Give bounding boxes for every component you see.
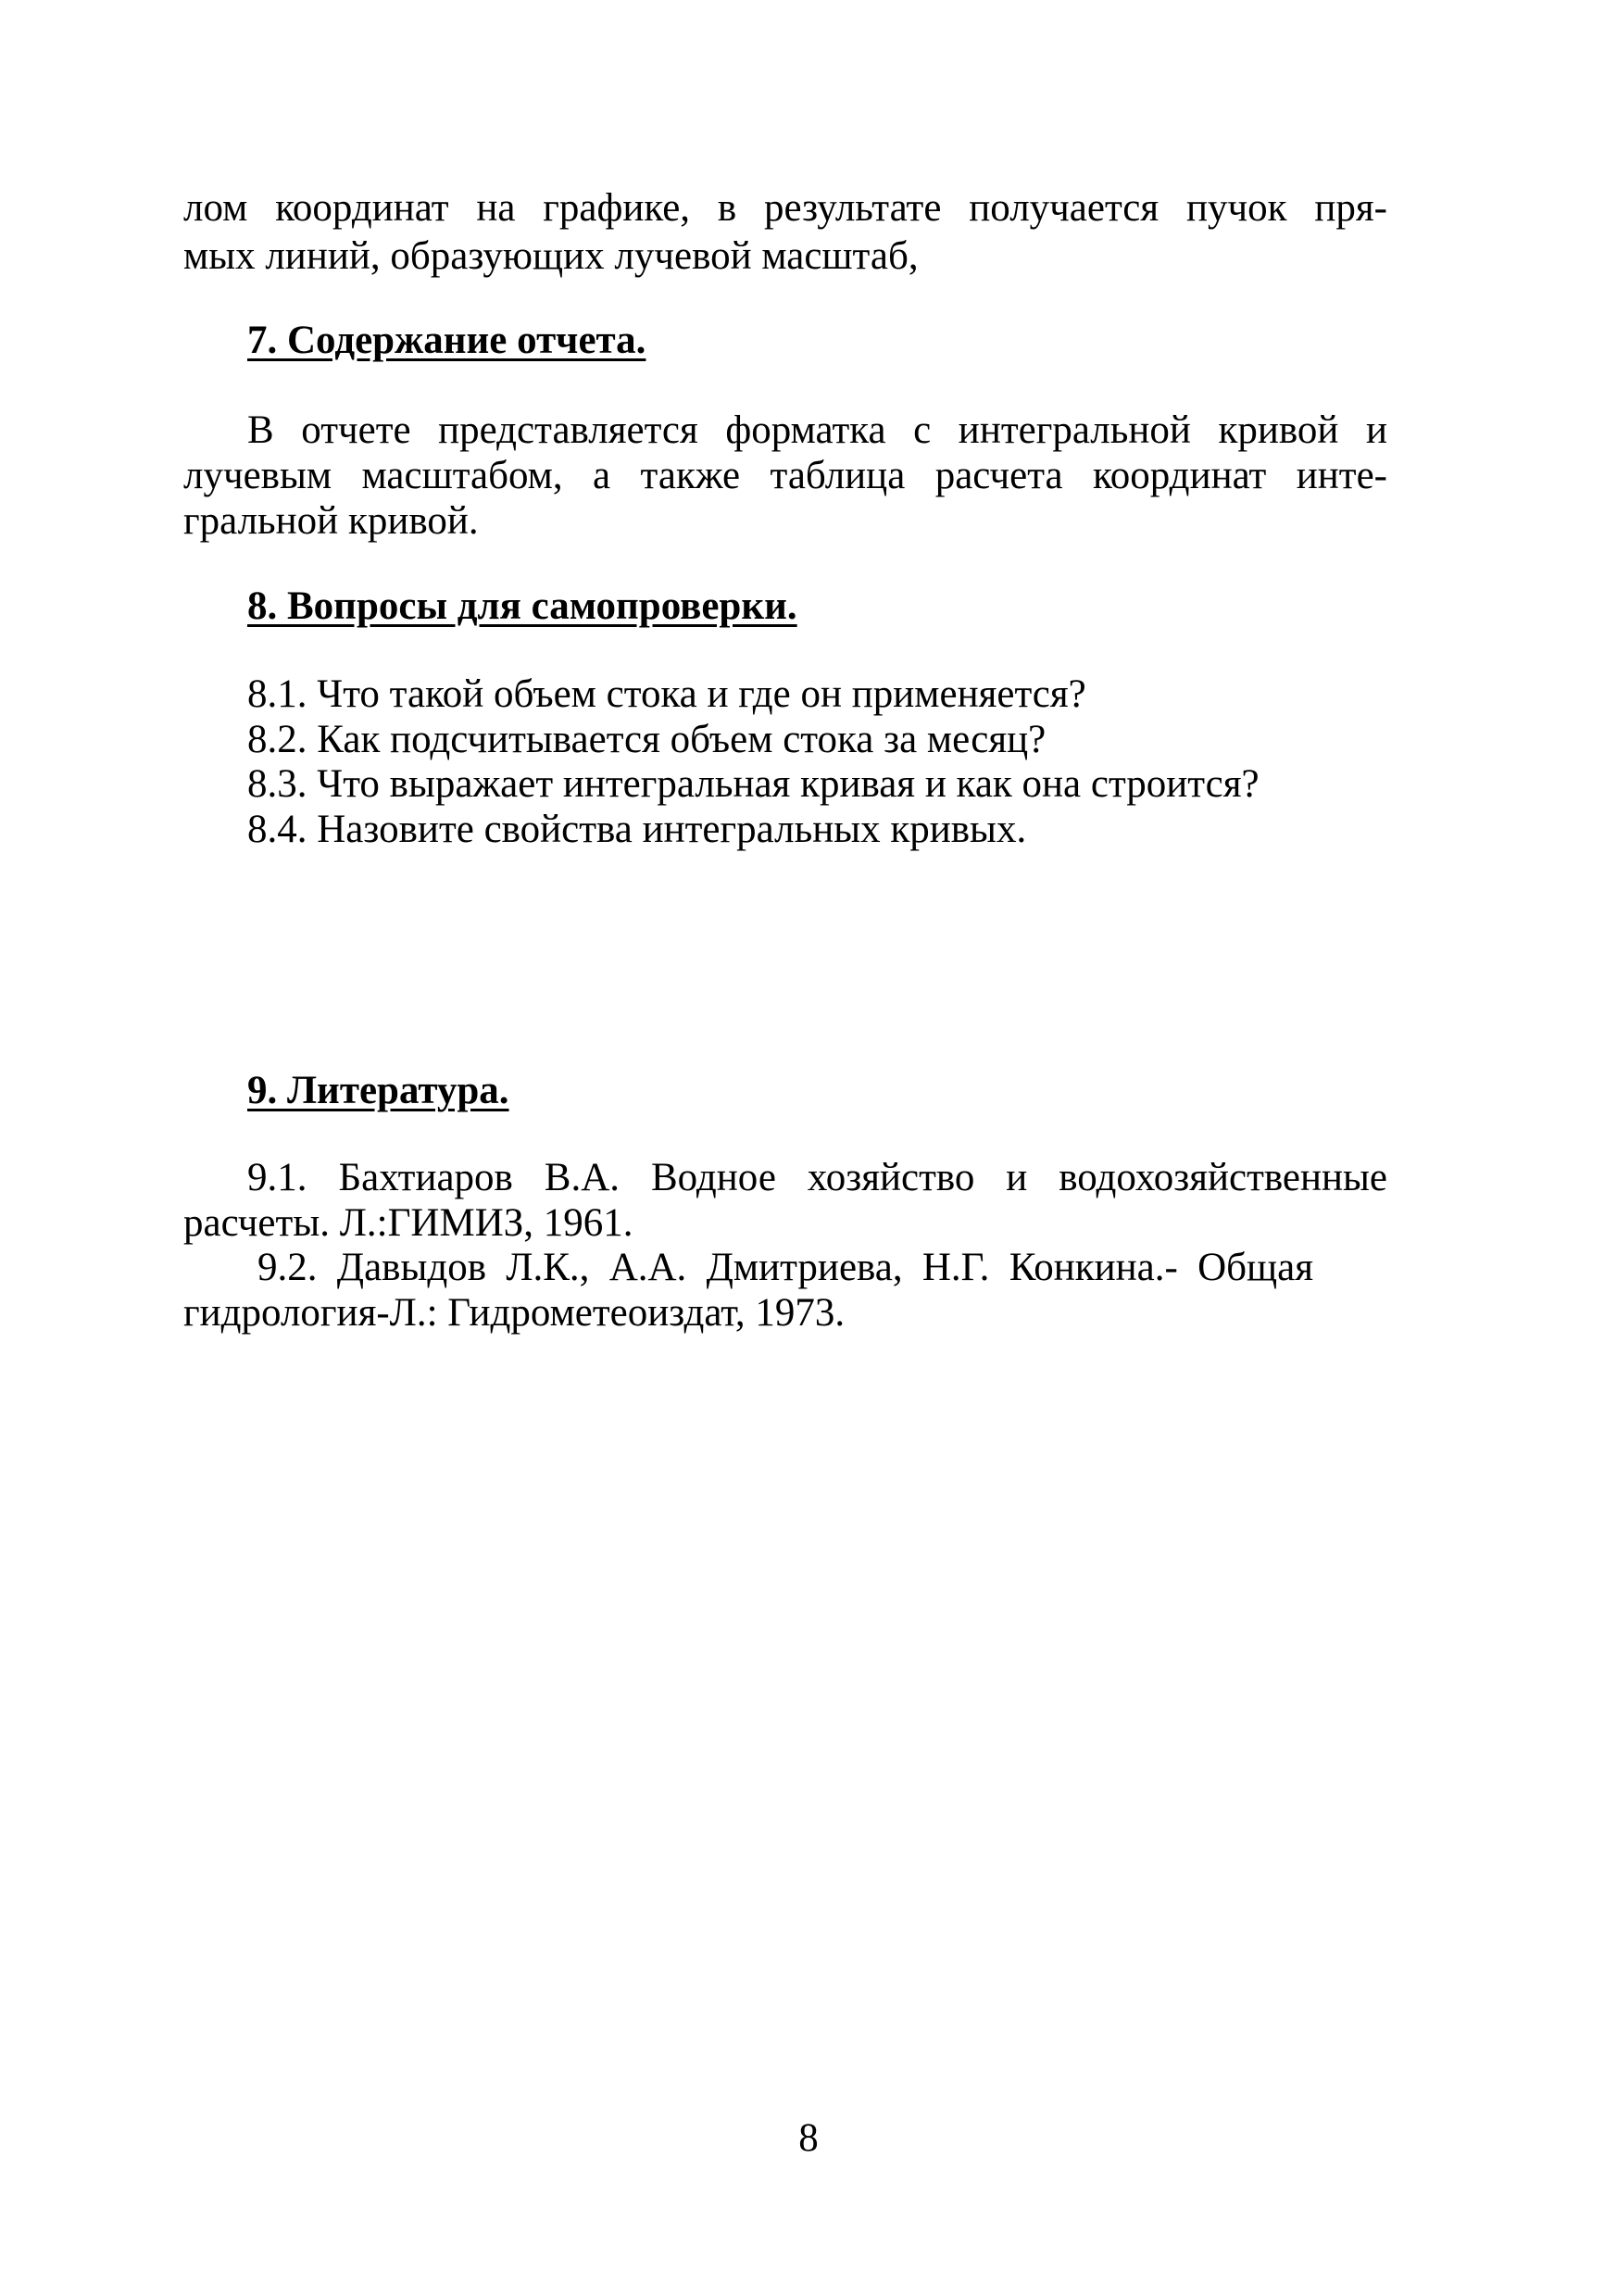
reference-line: 9.1. Бахтиаров В.А. Водное хозяйство и водохозяйственные [247,1156,1387,1199]
question-item: 8.4. Назовите свойства интегральных кривых. [247,808,1027,851]
paragraph-line: лом координат на графике, в результате получается пучок пря- [183,186,1387,230]
section-8-heading: 8. Вопросы для самопроверки. [247,584,797,628]
page-number: 8 [798,2116,819,2160]
question-item: 8.2. Как подсчитывается объем стока за месяц? [247,718,1047,761]
paragraph-line: лучевым масштабом, а также таблица расчета координат инте- [183,454,1387,497]
reference-line: расчеты. Л.:ГИМИЗ, 1961. [183,1201,633,1245]
paragraph-line: В отчете представляется форматка с интегральной кривой и [247,408,1387,452]
paragraph-line: мых линий, образующих лучевой масштаб, [183,234,919,278]
section-9-heading: 9. Литература. [247,1069,509,1112]
section-7-heading: 7. Содержание отчета. [247,319,646,362]
paragraph-line: гральной кривой. [183,499,479,543]
question-item: 8.1. Что такой объем стока и где он применяется? [247,672,1086,716]
reference-line: 9.2. Давыдов Л.К., А.А. Дмитриева, Н.Г. Конкина.- Общая [257,1246,1313,1289]
question-item: 8.3. Что выражает интегральная кривая и как она строится? [247,762,1260,806]
reference-line: гидрология-Л.: Гидрометеоиздат, 1973. [183,1291,846,1335]
